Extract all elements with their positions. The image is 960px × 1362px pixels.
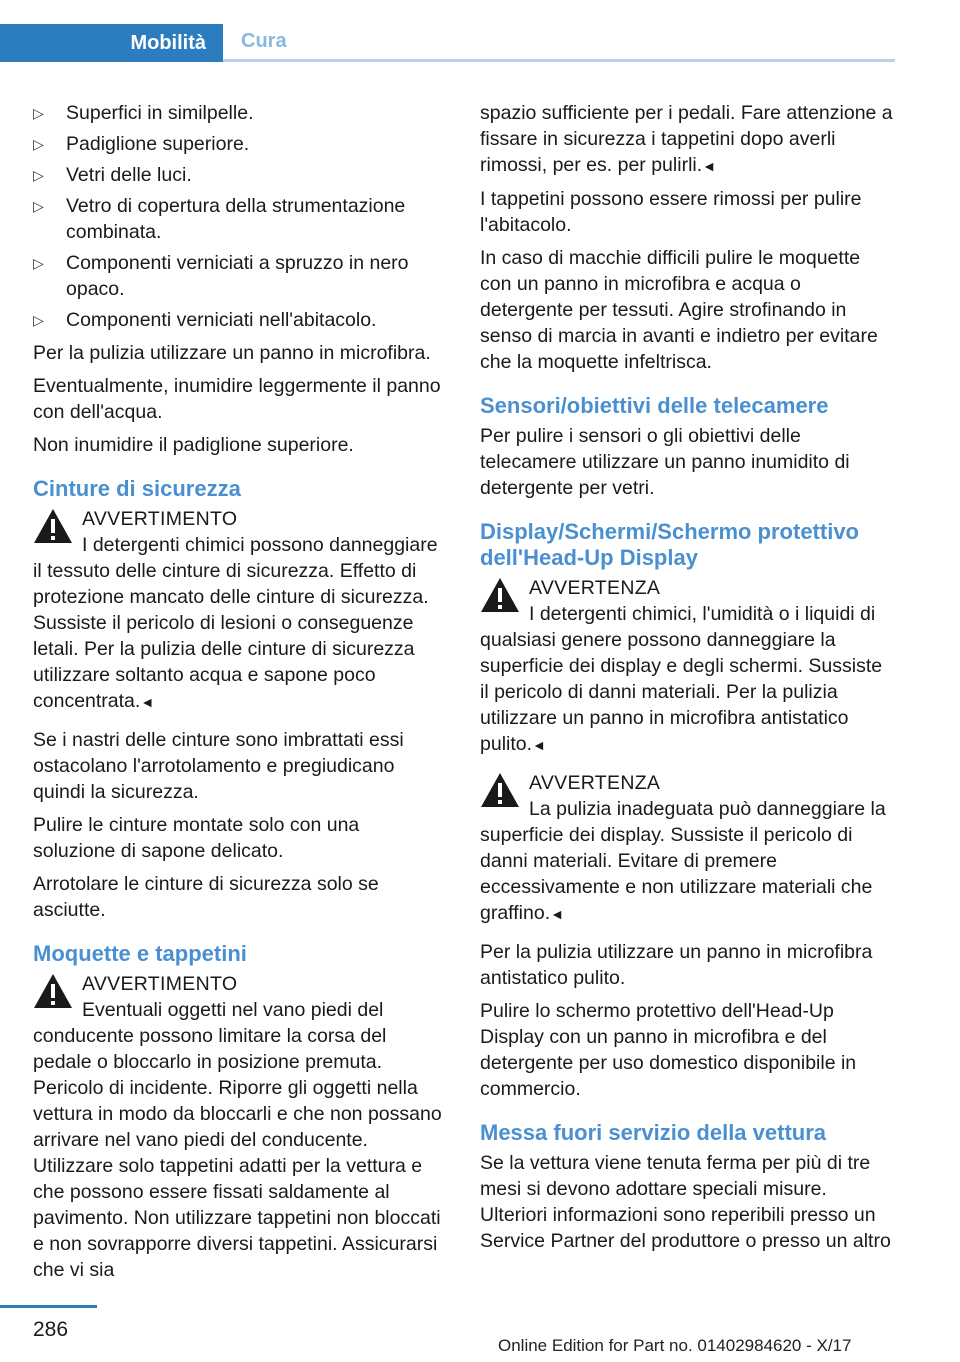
notice-text: I detergenti chimici, l'umidità o i liquidi di qualsiasi genere possono danneggiare la superficie dei display e degli schermi. Sussiste il pericolo di danni materiali. Per la pulizia utilizzare un panno in microfibra antistatico pulito.◄ xyxy=(480,603,883,755)
paragraph: Se la vettura viene tenuta ferma per più di tre mesi si devono adottare speciali misure. Ulteriori informazioni sono reperibili presso un Service Partner del produttore o presso un altro xyxy=(480,1152,891,1252)
bullet-list xyxy=(33,100,443,333)
right-column xyxy=(480,100,895,1261)
paragraph: Arrotolare le cinture di sicurezza solo se asciutte. xyxy=(33,873,379,921)
heading-display: Display/Schermi/Schermo protettivo dell'Head-Up Display xyxy=(480,519,859,570)
list-item: ▷ Componenti verniciati nell'abitacolo. xyxy=(33,309,377,331)
chapter-header xyxy=(0,24,895,62)
notice-title: AVVERTENZA xyxy=(529,772,661,794)
page-number: 286 xyxy=(33,1318,69,1341)
paragraph: Pulire le cinture montate solo con una soluzione di sapone delicato. xyxy=(33,814,360,862)
warning-title: AVVERTIMENTO xyxy=(82,973,238,995)
edition-footer: Online Edition for Part no. 01402984620 - X/17 xyxy=(498,1336,852,1355)
paragraph: I tappetini possono essere rimossi per pulire l'abitacolo. xyxy=(480,188,862,236)
paragraph: Per la pulizia utilizzare un panno in microfibra antistatico pulito. xyxy=(480,941,873,989)
notice-block xyxy=(480,770,895,927)
paragraph: Eventualmente, inumidire leggermente il panno con dell'acqua. xyxy=(33,375,441,423)
triangle-bullet-icon: ▷ xyxy=(33,105,44,121)
warning-title: AVVERTIMENTO xyxy=(82,508,238,530)
heading-sensori: Sensori/obiettivi delle telecamere xyxy=(480,393,829,418)
paragraph: Pulire lo schermo protettivo dell'Head-Up Display con un panno in microfibra e del detergente per uso domestico disponibile in commercio. xyxy=(480,1000,857,1100)
list-item: ▷ Vetri delle luci. xyxy=(33,164,192,186)
triangle-bullet-icon: ▷ xyxy=(33,312,44,328)
warning-triangle-icon xyxy=(33,973,73,1009)
triangle-bullet-icon: ▷ xyxy=(33,198,44,214)
list-item: ▷ Vetro di copertura della strumentazione combinata. xyxy=(33,195,406,243)
warning-triangle-icon xyxy=(33,508,73,544)
tab-mobilita[interactable]: Mobilità xyxy=(0,24,223,62)
paragraph: Non inumidire il padiglione superiore. xyxy=(33,434,354,456)
notice-title: AVVERTENZA xyxy=(529,577,661,599)
heading-cinture: Cinture di sicurezza xyxy=(33,476,241,501)
warning-block xyxy=(33,971,443,1283)
heading-moquette: Moquette e tappetini xyxy=(33,941,247,966)
warning-block xyxy=(33,506,443,715)
warning-text: I detergenti chimici possono danneggiare il tessuto delle cinture di sicurezza. Effetto di protezione mancato delle cinture di sicurezza. Sussiste il pericolo di lesioni o conseguenze letali. Per la pulizia delle cinture di sicurezza utilizzare soltanto acqua e sapone poco concentrata.◄ xyxy=(33,534,438,712)
notice-block xyxy=(480,575,895,758)
warning-triangle-icon xyxy=(480,772,520,808)
list-item: ▷ Componenti verniciati a spruzzo in nero opaco. xyxy=(33,252,409,300)
list-item: ▷ Superfici in similpelle. xyxy=(33,102,254,124)
tab-cura[interactable]: Cura xyxy=(223,24,895,62)
footer-rule xyxy=(0,1305,97,1308)
paragraph: In caso di macchie difficili pulire le moquette con un panno in microfibra e acqua o detergente per tessuti. Agire strofinando in senso di marcia in avanti e indietro per evitare che la moquette infeltrisca. xyxy=(480,247,878,373)
triangle-bullet-icon: ▷ xyxy=(33,136,44,152)
left-column xyxy=(33,100,443,1295)
triangle-bullet-icon: ▷ xyxy=(33,255,44,271)
triangle-bullet-icon: ▷ xyxy=(33,167,44,183)
heading-messa: Messa fuori servizio della vettura xyxy=(480,1120,827,1145)
paragraph: spazio sufficiente per i pedali. Fare attenzione a fissare in sicurezza i tappetini dopo averli rimossi, per es. per pulirli.◄ xyxy=(480,102,893,176)
warning-text: Eventuali oggetti nel vano piedi del conducente possono limitare la corsa del pedale o bloccarlo in posizione premuta. Pericolo di incidente. Riporre gli oggetti nella vettura in modo da bloccarli e che non possano arrivare nel vano piedi del conducente. Utilizzare solo tappetini adatti per la vettura e che possono essere fissati saldamente al pavimento. Non utilizzare tappetini non bloccati e non sovrapporre diversi tappetini. Assicurarsi che vi sia xyxy=(33,999,442,1281)
paragraph: Per la pulizia utilizzare un panno in microfibra. xyxy=(33,342,431,364)
warning-triangle-icon xyxy=(480,577,520,613)
paragraph: Se i nastri delle cinture sono imbrattati essi ostacolano l'arrotolamento e pregiudicano quindi la sicurezza. xyxy=(33,729,404,803)
notice-text: La pulizia inadeguata può danneggiare la superficie dei display. Sussiste il pericolo di danni materiali. Evitare di premere eccessivamente e non utilizzare materiali che graffino.◄ xyxy=(480,798,886,924)
paragraph: Per pulire i sensori o gli obiettivi delle telecamere utilizzare un panno inumidito di detergente per vetri. xyxy=(480,425,850,499)
list-item: ▷ Padiglione superiore. xyxy=(33,133,250,155)
